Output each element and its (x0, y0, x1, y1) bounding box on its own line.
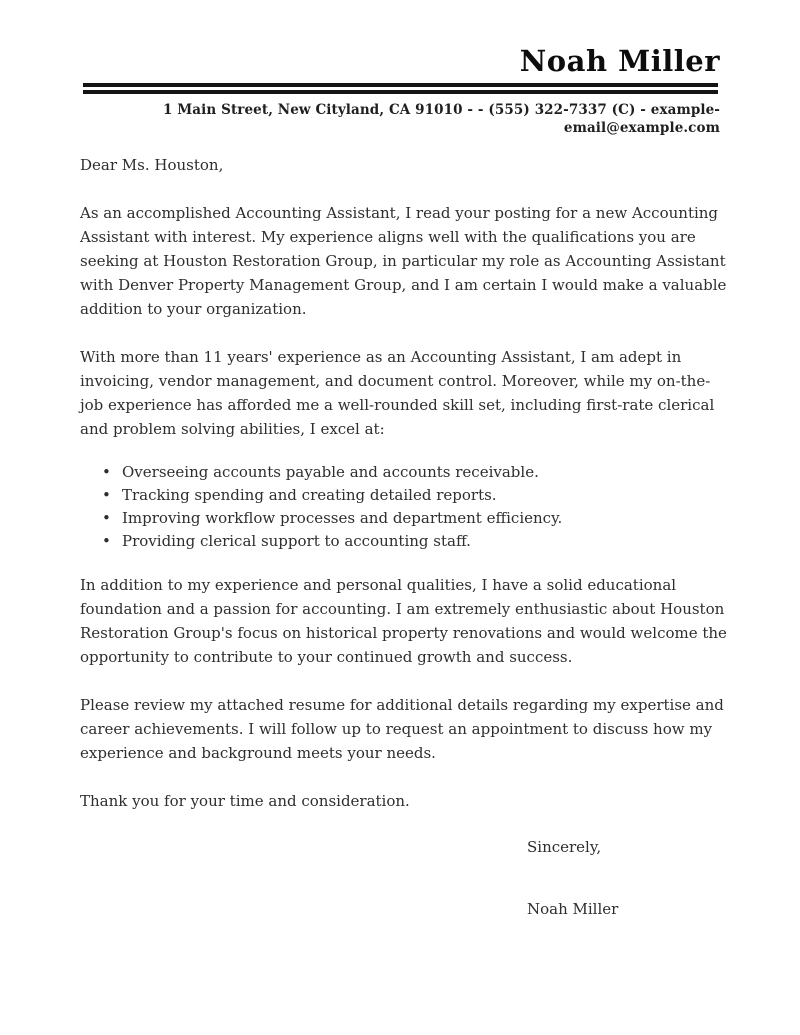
paragraph-followup: Please review my attached resume for additional details regarding my expertise and career achievements. I will follow up to request an appointment to discuss how my experience and background meets your needs. (80, 696, 724, 762)
bullet-item: • Improving workflow processes and department efficiency. (102, 507, 728, 530)
letter-body (80, 153, 728, 921)
header-double-rule (83, 83, 718, 94)
skills-bullet-list (80, 461, 728, 553)
paragraph-education: In addition to my experience and personal qualities, I have a solid educational foundation and a passion for accounting. I am extremely enthusiastic about Houston Restoration Group's focus on historical property renovations and would welcome the opportunity to contribute to your continued growth and success. (80, 576, 727, 666)
paragraph-experience: With more than 11 years' experience as an Accounting Assistant, I am adept in invoicing, vendor management, and document control. Moreover, while my on-the-job experience has afforded me a well-rounded skill set, including first-rate clerical and problem solving abilities, I excel at: (80, 348, 715, 438)
paragraph-intro: As an accomplished Accounting Assistant, I read your posting for a new Accounting Assistant with interest. My experience aligns well with the qualifications you are seeking at Houston Restoration Group, in particular my role as Accounting Assistant with Denver Property Management Group, and I am certain I would make a valuable addition to your organization. (80, 204, 727, 318)
letterhead-name: Noah Miller (519, 44, 720, 78)
contact-info: 1 Main Street, New Cityland, CA 91010 - - (555) 322-7337 (C) - example-email@example.com (162, 102, 720, 136)
paragraph-thanks: Thank you for your time and consideration. (80, 792, 410, 810)
closing-block (527, 835, 728, 921)
bullet-item: • Overseeing accounts payable and accounts receivable. (102, 461, 728, 484)
bullet-item: • Tracking spending and creating detailed reports. (102, 484, 728, 507)
signature-name: Noah Miller (527, 900, 619, 918)
valediction: Sincerely, (527, 838, 602, 856)
bullet-item: • Providing clerical support to accounting staff. (102, 530, 728, 553)
salutation: Dear Ms. Houston, (80, 156, 224, 174)
